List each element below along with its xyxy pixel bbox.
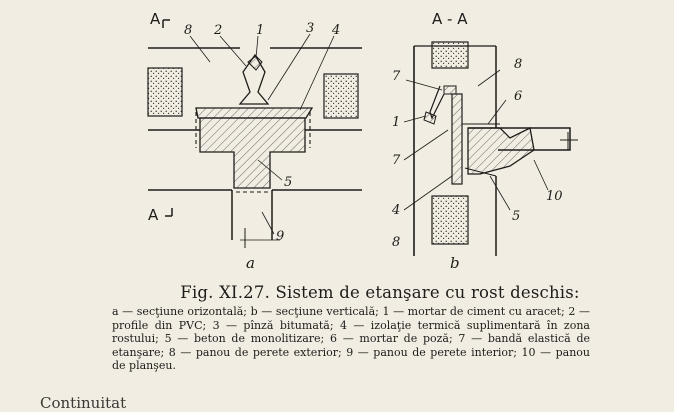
callout-a-9: 9 (276, 229, 285, 244)
callout-a-5: 5 (284, 175, 293, 190)
callout-a-4: 4 (332, 23, 341, 38)
callout-b-4: 4 (392, 203, 401, 218)
sub-label-b: b (450, 254, 460, 270)
callout-b-10: 10 (546, 189, 563, 204)
callout-b-6: 6 (514, 89, 523, 104)
section-title-aa: A - A (432, 10, 468, 28)
figure-caption-title: Fig. XI.27. Sistem de etanşare cu rost deschis: (180, 283, 580, 302)
sub-label-a: a (246, 254, 255, 270)
callout-b-5: 5 (512, 209, 521, 224)
callout-b-8-bottom: 8 (392, 235, 401, 250)
callout-b-8-top: 8 (514, 57, 523, 72)
callout-b-7-mid: 7 (392, 153, 401, 168)
callout-a-8: 8 (184, 23, 193, 38)
figure-legend: a — secţiune orizontală; b — secţiune verticală; 1 — mortar de ciment cu aracet; 2 — profile din PVC; 3 — pînză bitumată; 4 — izolaţie termică suplimentară în zona rostului; 5 — beton de monolitizare; 6 — mortar de poză; 7 — bandă elastică de etanşare; 8 — panou de perete exterior; 9 — panou de perete interior; 10 — panou de planşeu. (112, 305, 590, 372)
callout-b-7-top: 7 (392, 69, 401, 84)
section-mark-a-bottom: A (148, 206, 159, 224)
callout-a-3: 3 (306, 21, 315, 36)
section-mark-a-top: A (150, 10, 161, 28)
callout-a-1: 1 (256, 23, 265, 38)
section-a-drawing (148, 20, 362, 248)
callout-a-2: 2 (214, 23, 223, 38)
section-b-drawing (404, 42, 578, 256)
callout-b-1: 1 (392, 115, 401, 130)
truncated-body-text: Continuitat (40, 394, 127, 412)
